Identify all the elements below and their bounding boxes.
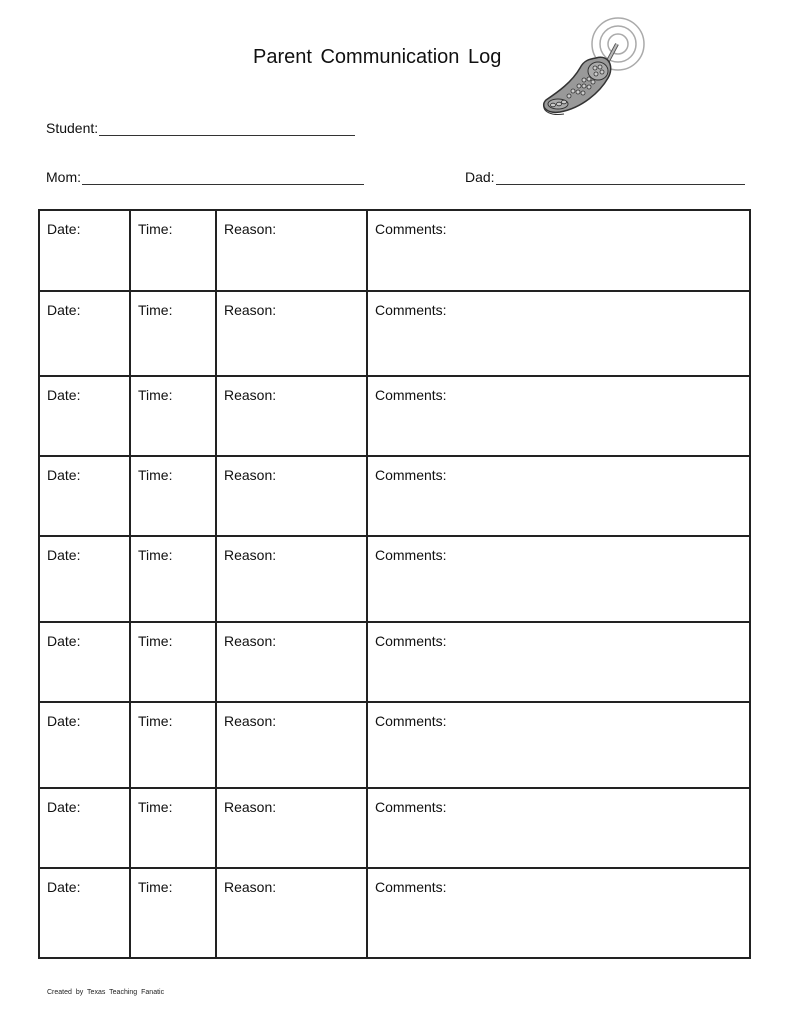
reason-label: Reason:: [224, 713, 277, 729]
reason-label: Reason:: [224, 387, 277, 403]
comments-label: Comments:: [375, 713, 447, 729]
date-label: Date:: [47, 547, 81, 563]
time-cell[interactable]: [130, 622, 216, 702]
date-label: Date:: [47, 221, 81, 237]
comments-cell[interactable]: [367, 788, 750, 868]
date-cell[interactable]: [39, 788, 130, 868]
comments-label: Comments:: [375, 387, 447, 403]
reason-label: Reason:: [224, 302, 277, 318]
reason-label: Reason:: [224, 547, 277, 563]
comments-cell[interactable]: [367, 622, 750, 702]
date-cell[interactable]: [39, 210, 130, 291]
time-label: Time:: [138, 633, 173, 649]
comments-cell[interactable]: [367, 210, 750, 291]
time-cell[interactable]: [130, 536, 216, 622]
comments-label: Comments:: [375, 879, 447, 895]
log-row: [39, 788, 750, 868]
mom-label: Mom:: [46, 169, 81, 185]
date-label: Date:: [47, 799, 81, 815]
cell-phone-icon: [538, 16, 648, 120]
reason-label: Reason:: [224, 799, 277, 815]
reason-cell[interactable]: [216, 868, 367, 958]
date-label: Date:: [47, 467, 81, 483]
reason-label: Reason:: [224, 879, 277, 895]
dad-field[interactable]: [465, 169, 745, 185]
log-row: [39, 210, 750, 291]
time-label: Time:: [138, 799, 173, 815]
log-row: [39, 456, 750, 536]
time-cell[interactable]: [130, 291, 216, 376]
log-row: [39, 291, 750, 376]
dad-input-line[interactable]: [496, 170, 745, 185]
student-input-line[interactable]: [99, 121, 355, 136]
comments-cell[interactable]: [367, 291, 750, 376]
comments-label: Comments:: [375, 302, 447, 318]
comments-cell[interactable]: [367, 702, 750, 788]
date-cell[interactable]: [39, 456, 130, 536]
date-label: Date:: [47, 387, 81, 403]
date-label: Date:: [47, 302, 81, 318]
reason-cell[interactable]: [216, 702, 367, 788]
date-label: Date:: [47, 879, 81, 895]
comments-label: Comments:: [375, 547, 447, 563]
time-cell[interactable]: [130, 868, 216, 958]
reason-cell[interactable]: [216, 456, 367, 536]
time-label: Time:: [138, 302, 173, 318]
comments-cell[interactable]: [367, 376, 750, 456]
date-cell[interactable]: [39, 702, 130, 788]
dad-label: Dad:: [465, 169, 495, 185]
time-cell[interactable]: [130, 702, 216, 788]
time-label: Time:: [138, 713, 173, 729]
mom-field[interactable]: [46, 169, 364, 185]
reason-label: Reason:: [224, 633, 277, 649]
comments-cell[interactable]: [367, 456, 750, 536]
reason-cell[interactable]: [216, 291, 367, 376]
date-cell[interactable]: [39, 536, 130, 622]
reason-cell[interactable]: [216, 210, 367, 291]
footer-credit: Created by Texas Teaching Fanatic: [47, 989, 165, 996]
log-row: [39, 376, 750, 456]
time-label: Time:: [138, 467, 173, 483]
student-field[interactable]: [46, 120, 355, 136]
time-cell[interactable]: [130, 456, 216, 536]
log-row: [39, 702, 750, 788]
time-label: Time:: [138, 547, 173, 563]
communication-log-table: [38, 209, 751, 959]
comments-cell[interactable]: [367, 536, 750, 622]
log-row: [39, 622, 750, 702]
comments-label: Comments:: [375, 799, 447, 815]
date-cell[interactable]: [39, 376, 130, 456]
log-row: [39, 868, 750, 958]
mom-input-line[interactable]: [82, 170, 364, 185]
date-cell[interactable]: [39, 868, 130, 958]
reason-label: Reason:: [224, 221, 277, 237]
reason-cell[interactable]: [216, 788, 367, 868]
comments-label: Comments:: [375, 467, 447, 483]
reason-cell[interactable]: [216, 376, 367, 456]
reason-cell[interactable]: [216, 536, 367, 622]
student-label: Student:: [46, 120, 99, 136]
time-cell[interactable]: [130, 210, 216, 291]
date-cell[interactable]: [39, 291, 130, 376]
time-cell[interactable]: [130, 376, 216, 456]
log-row: [39, 536, 750, 622]
date-label: Date:: [47, 633, 81, 649]
date-label: Date:: [47, 713, 81, 729]
date-cell[interactable]: [39, 622, 130, 702]
comments-cell[interactable]: [367, 868, 750, 958]
page-title: Parent Communication Log: [253, 46, 502, 68]
comments-label: Comments:: [375, 633, 447, 649]
time-label: Time:: [138, 221, 173, 237]
reason-label: Reason:: [224, 467, 277, 483]
time-cell[interactable]: [130, 788, 216, 868]
time-label: Time:: [138, 387, 173, 403]
comments-label: Comments:: [375, 221, 447, 237]
reason-cell[interactable]: [216, 622, 367, 702]
time-label: Time:: [138, 879, 173, 895]
